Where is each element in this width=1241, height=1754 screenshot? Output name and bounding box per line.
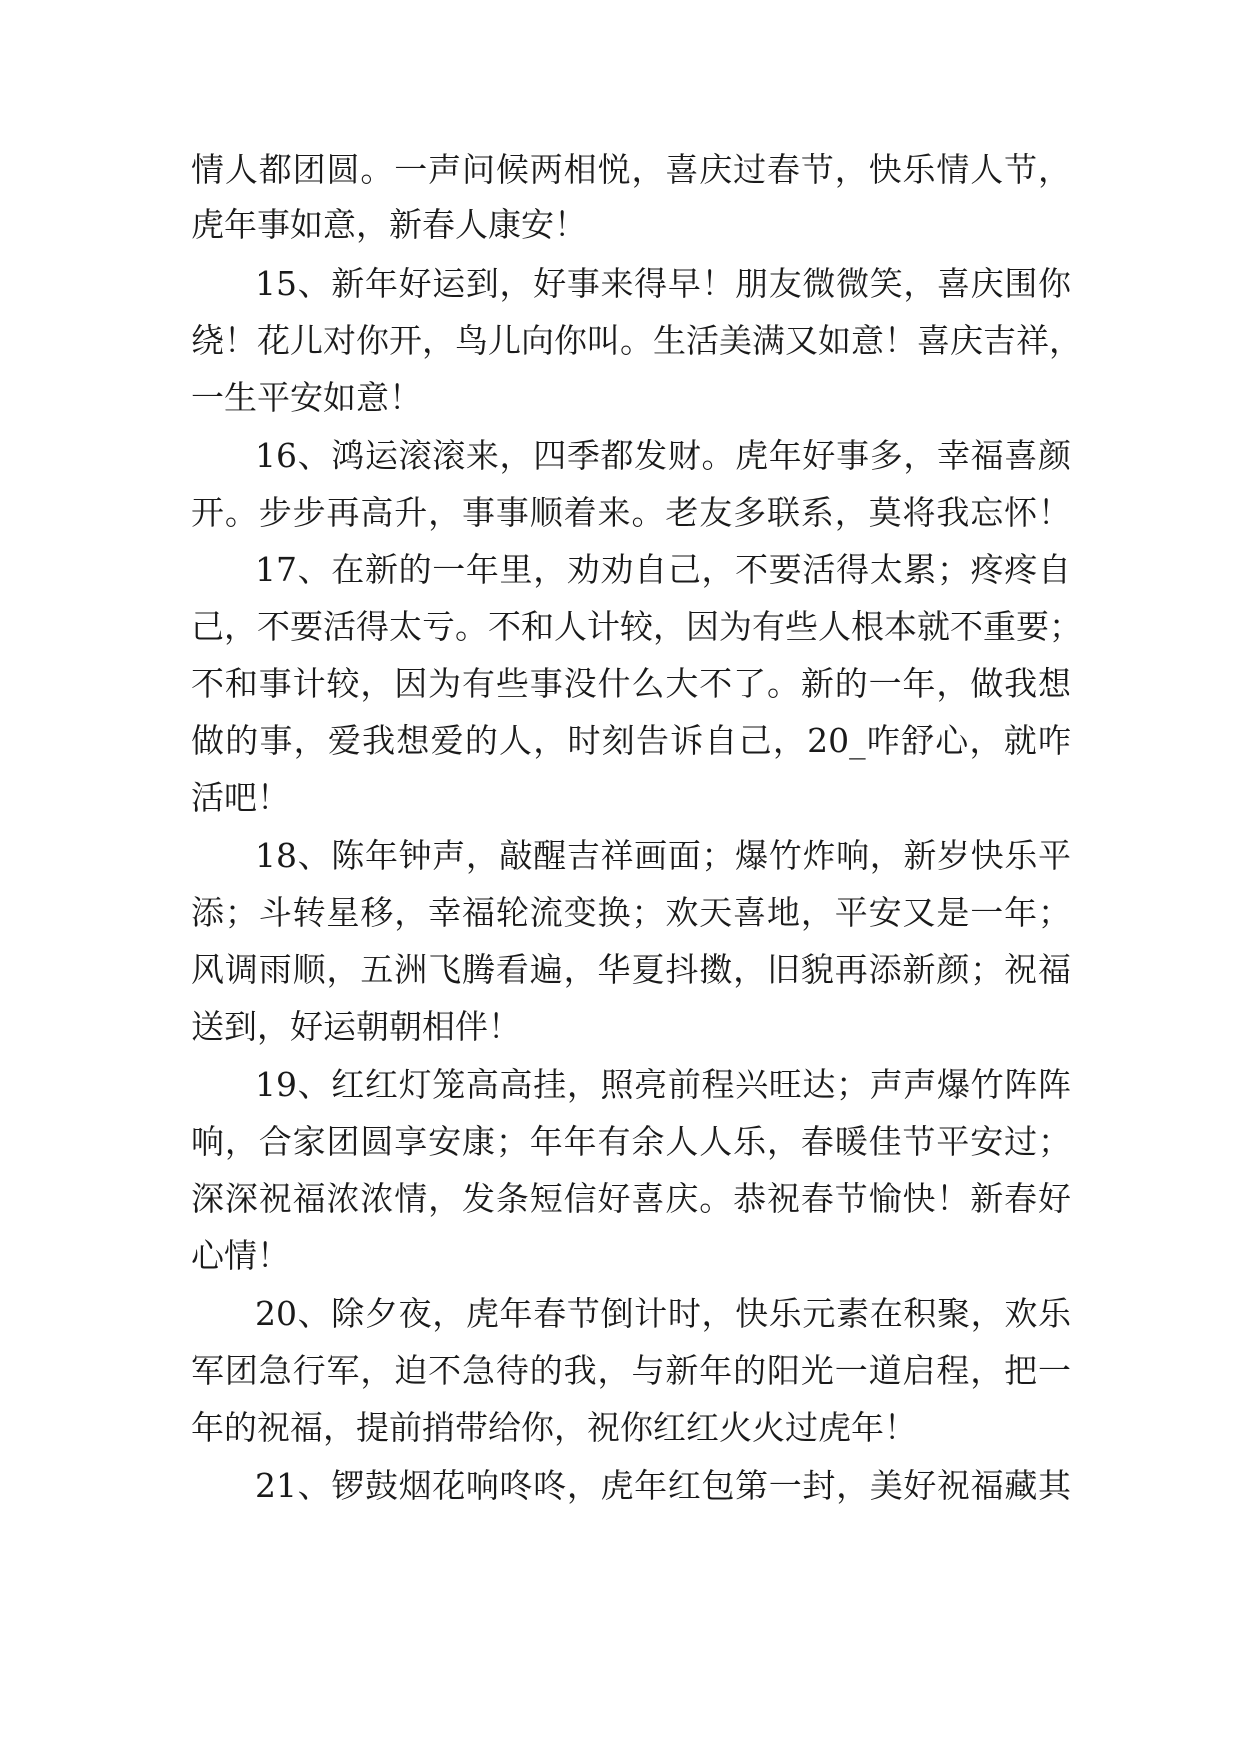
- text-line: 年的祝福，提前捎带给你，祝你红红火火过虎年！: [191, 1408, 917, 1447]
- text-line: 一生平安如意！: [191, 378, 422, 417]
- text-line: 15、新年好运到，好事来得早！朋友微微笑，喜庆围你: [255, 264, 1071, 303]
- text-line: 活吧！: [191, 778, 290, 817]
- text-line: 送到，好运朝朝相伴！: [191, 1007, 521, 1046]
- text-line: 20、除夕夜，虎年春节倒计时，快乐元素在积聚，欢乐: [255, 1294, 1071, 1333]
- text-line: 16、鸿运滚滚来，四季都发财。虎年好事多，幸福喜颜: [255, 436, 1071, 475]
- text-line: 添；斗转星移，幸福轮流变换；欢天喜地，平安又是一年；: [191, 893, 1071, 932]
- text-line: 17、在新的一年里，劝劝自己，不要活得太累；疼疼自: [255, 550, 1071, 589]
- text-line: 情人都团圆。一声问候两相悦，喜庆过春节，快乐情人节，: [191, 150, 1071, 189]
- text-line: 响，合家团圆享安康；年年有余人人乐，春暖佳节平安过；: [191, 1122, 1071, 1161]
- text-line: 心情！: [191, 1236, 290, 1275]
- text-line: 不和事计较，因为有些事没什么大不了。新的一年，做我想: [191, 664, 1071, 703]
- text-line: 做的事，爱我想爱的人，时刻告诉自己，20_咋舒心，就咋: [191, 721, 1071, 760]
- text-line: 21、锣鼓烟花响咚咚，虎年红包第一封，美好祝福藏其: [255, 1466, 1071, 1505]
- text-line: 开。步步再高升，事事顺着来。老友多联系，莫将我忘怀！: [191, 493, 1071, 532]
- text-line: 深深祝福浓浓情，发条短信好喜庆。恭祝春节愉快！新春好: [191, 1179, 1071, 1218]
- text-line: 风调雨顺，五洲飞腾看遍，华夏抖擞，旧貌再添新颜；祝福: [191, 950, 1071, 989]
- text-line: 18、陈年钟声，敲醒吉祥画面；爆竹炸响，新岁快乐平: [255, 836, 1071, 875]
- text-line: 虎年事如意，新春人康安！: [191, 205, 587, 244]
- text-line: 绕！花儿对你开，鸟儿向你叫。生活美满又如意！喜庆吉祥，: [191, 321, 1082, 360]
- text-line: 19、红红灯笼高高挂，照亮前程兴旺达；声声爆竹阵阵: [255, 1065, 1071, 1104]
- text-line: 军团急行军，迫不急待的我，与新年的阳光一道启程，把一: [191, 1351, 1071, 1390]
- text-line: 己，不要活得太亏。不和人计较，因为有些人根本就不重要；: [191, 607, 1082, 646]
